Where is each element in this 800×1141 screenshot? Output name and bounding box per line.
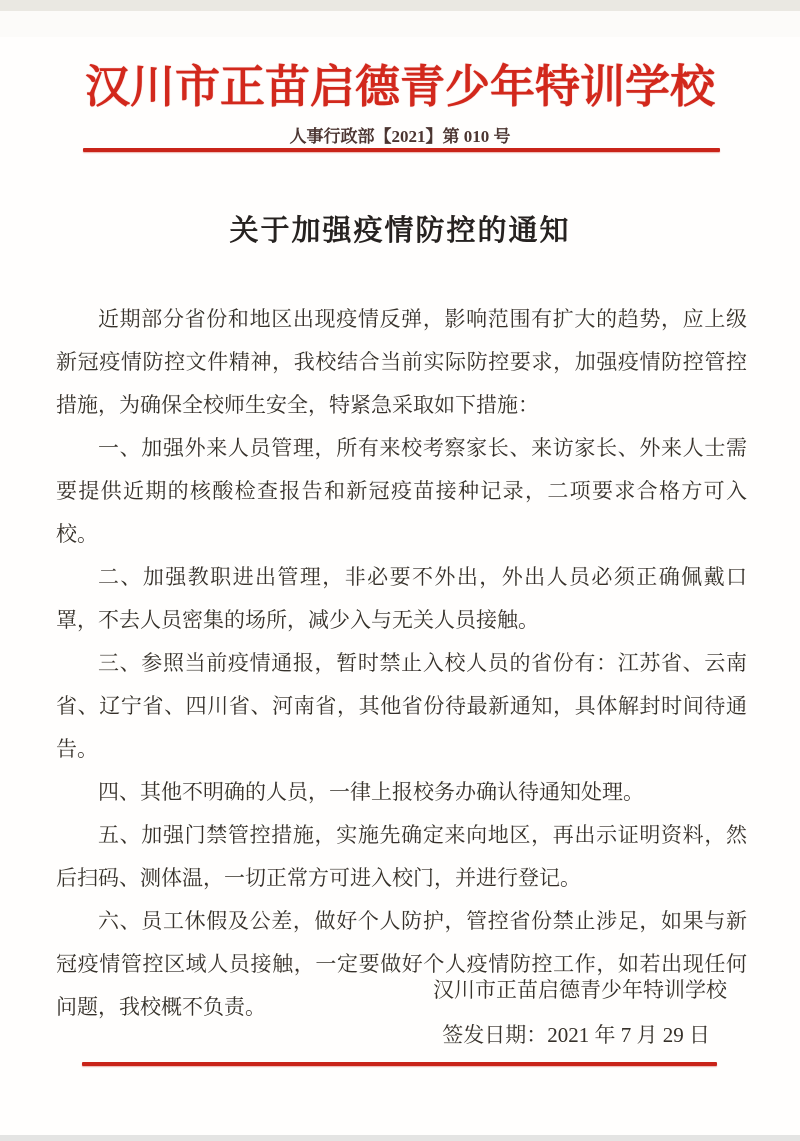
- notice-body: [56, 298, 747, 1029]
- photo-edge-top-shade: [0, 11, 800, 37]
- document-number: 人事行政部【2021】第 010 号: [289, 127, 511, 146]
- notice-title: 关于加强疫情防控的通知: [229, 215, 571, 247]
- measure-item-1: 一、加强外来人员管理，所有来校考察家长、来访家长、外来人士需要提供近期的核酸检查报告和新冠疫苗接种记录，二项要求合格方可入校。: [56, 436, 747, 546]
- photo-edge-bottom: [0, 1135, 800, 1141]
- measure-item-2: 二、加强教职进出管理，非必要不外出，外出人员必须正确佩戴口罩，不去人员密集的场所，减少入与无关人员接触。: [56, 565, 747, 632]
- measure-item-3: 三、参照当前疫情通报，暂时禁止入校人员的省份有：江苏省、云南省、辽宁省、四川省、河南省，其他省份待最新通知，具体解封时间待通告。: [56, 651, 747, 761]
- letterhead-school-name: 汉川市正苗启德青少年特训学校: [84, 61, 715, 112]
- footer-red-rule: [82, 1062, 717, 1066]
- signature-block: [0, 968, 727, 1058]
- measure-item-6: 六、员工休假及公差，做好个人防护，管控省份禁止涉足，如果与新冠疫情管控区域人员接触，一定要做好个人疫情防控工作，如若出现任何问题，我校概不负责。: [56, 909, 747, 1019]
- intro-paragraph: 近期部分省份和地区出现疫情反弹，影响范围有扩大的趋势，应上级新冠疫情防控文件精神，我校结合当前实际防控要求，加强疫情防控管控措施，为确保全校师生安全，特紧急采取如下措施：: [56, 307, 747, 417]
- signature-school-name: 汉川市正苗启德青少年特训学校: [433, 978, 727, 1002]
- header-red-rule: [83, 148, 720, 152]
- signature-issue-date: 签发日期：2021 年 7 月 29 日: [442, 1023, 710, 1047]
- photo-edge-top: [0, 0, 800, 11]
- measure-item-4: 四、其他不明确的人员，一律上报校务办确认待通知处理。: [98, 780, 644, 804]
- measure-item-5: 五、加强门禁管控措施，实施先确定来向地区，再出示证明资料，然后扫码、测体温，一切正常方可进入校门，并进行登记。: [56, 823, 747, 890]
